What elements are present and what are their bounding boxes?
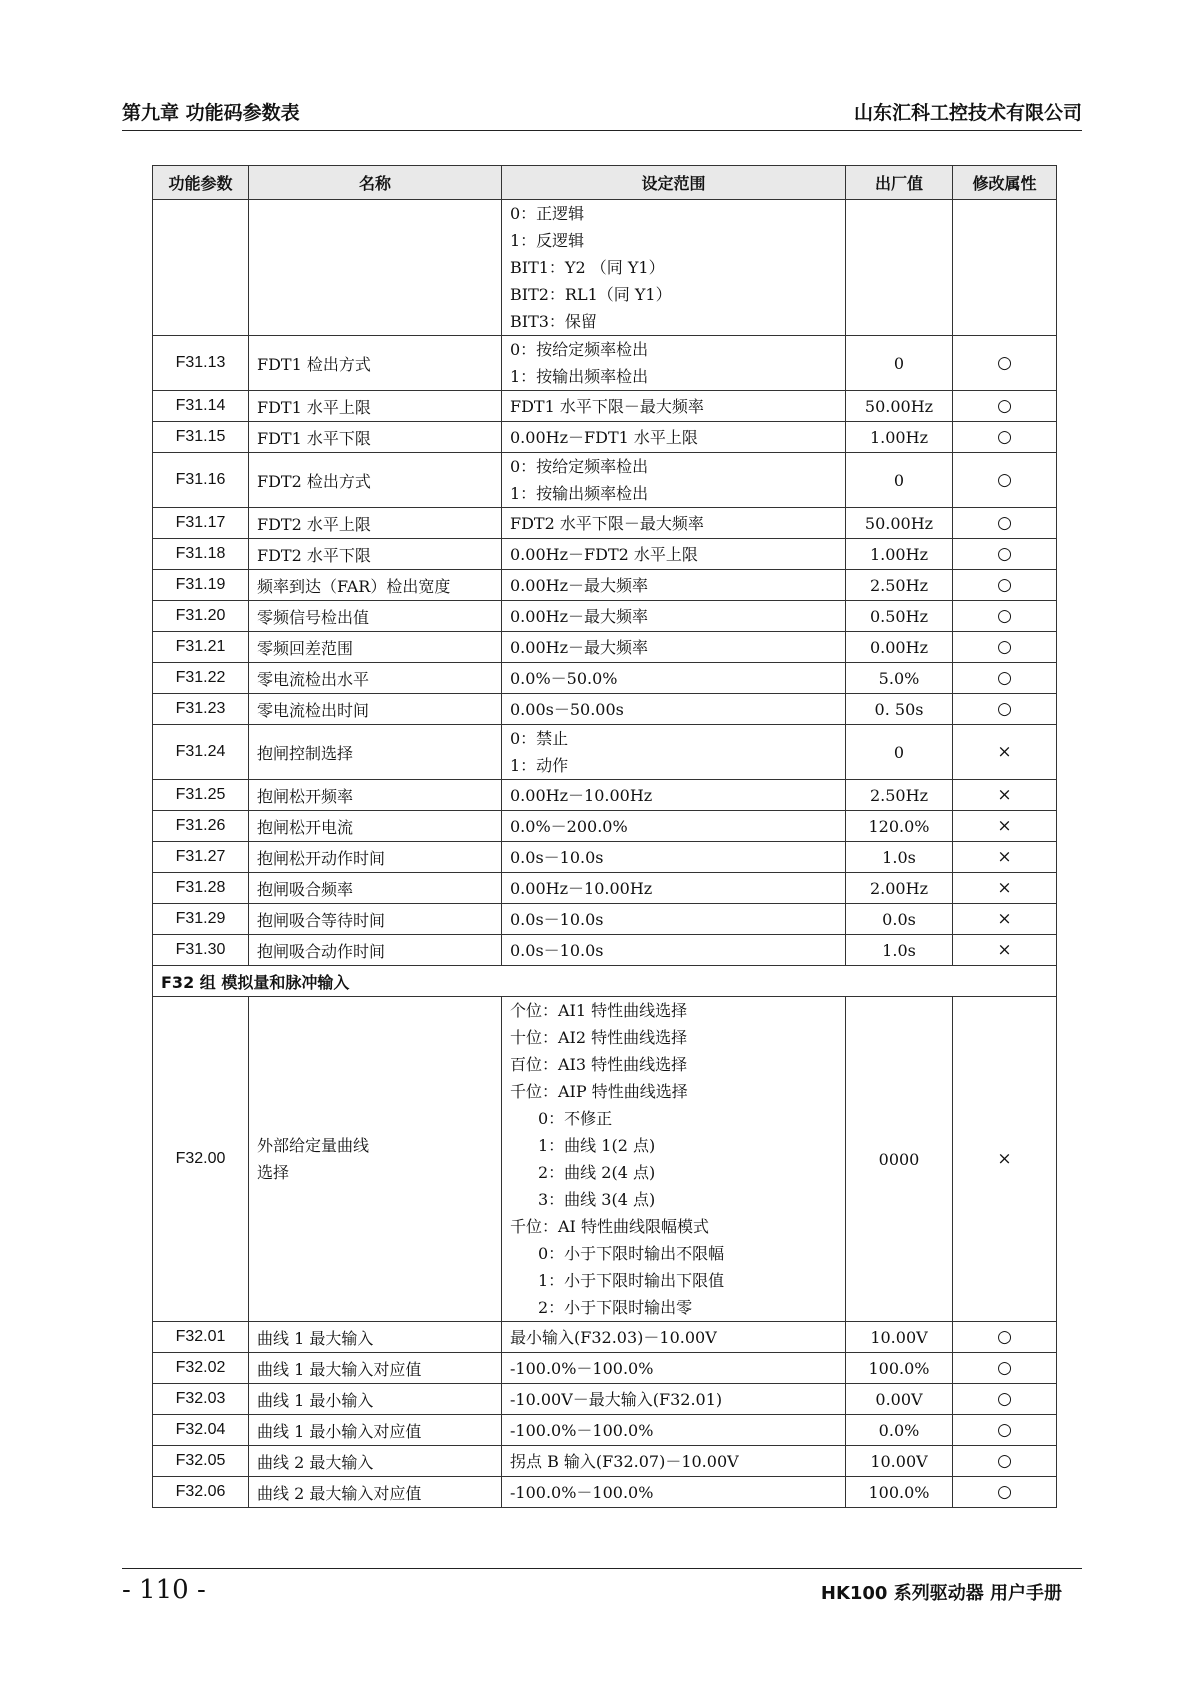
table-row	[153, 1446, 1057, 1477]
range-line: 0.00Hz－10.00Hz	[510, 878, 653, 898]
table-row	[153, 1415, 1057, 1446]
setting-range-cell	[502, 508, 846, 539]
parameter-code-cell: F31.28	[153, 873, 249, 904]
range-line: 0.0s－10.0s	[510, 940, 604, 960]
default-value-cell	[846, 200, 953, 336]
parameter-name-cell	[249, 200, 502, 336]
range-line: 1：曲线 1(2 点)	[538, 1136, 656, 1155]
range-line: 最小输入(F32.03)－10.00V	[510, 1327, 717, 1347]
parameter-name-cell: 曲线 1 最大输入	[249, 1322, 502, 1353]
parameter-code-cell: F31.30	[153, 935, 249, 966]
setting-range-cell	[502, 935, 846, 966]
parameter-code-cell: F31.24	[153, 725, 249, 780]
parameter-name-cell: 曲线 1 最小输入	[249, 1384, 502, 1415]
parameter-code-cell: F31.18	[153, 539, 249, 570]
setting-range-cell	[502, 1322, 846, 1353]
table-row	[153, 422, 1057, 453]
range-line: 1：小于下限时输出下限值	[538, 1271, 725, 1290]
table-row	[153, 935, 1057, 966]
parameter-code-cell: F32.03	[153, 1384, 249, 1415]
range-line: 0.00Hz－最大频率	[510, 575, 649, 595]
range-line: 0：小于下限时输出不限幅	[538, 1244, 725, 1263]
default-value-cell: 0	[846, 725, 953, 780]
parameter-name-cell: FDT2 水平下限	[249, 539, 502, 570]
range-line: 0.00Hz－最大频率	[510, 606, 649, 626]
parameter-name-cell: 零频回差范围	[249, 632, 502, 663]
column-header: 出厂值	[846, 166, 953, 200]
table-row	[153, 1384, 1057, 1415]
modify-attribute-cell: ×	[953, 811, 1057, 842]
parameter-name-cell: 频率到达（FAR）检出宽度	[249, 570, 502, 601]
range-line: FDT1 水平下限－最大频率	[510, 396, 704, 416]
range-line: BIT3：保留	[510, 312, 597, 331]
setting-range-cell	[502, 873, 846, 904]
range-line: 千位：AIP 特性曲线选择	[510, 1082, 688, 1101]
modify-attribute-cell: ×	[953, 904, 1057, 935]
modify-attribute-cell: ○	[953, 508, 1057, 539]
parameter-code-cell: F31.20	[153, 601, 249, 632]
range-line: 0.0%－50.0%	[510, 668, 618, 688]
parameter-table-wrapper	[152, 165, 1056, 1508]
table-row	[153, 780, 1057, 811]
range-line: 0：正逻辑	[510, 204, 585, 223]
table-row	[153, 453, 1057, 508]
table-row	[153, 336, 1057, 391]
parameter-name-cell: FDT1 检出方式	[249, 336, 502, 391]
range-line: 0.00Hz－10.00Hz	[510, 785, 653, 805]
default-value-cell: 5.0%	[846, 663, 953, 694]
page-footer	[122, 1568, 1082, 1619]
range-line: 0.00Hz－FDT2 水平上限	[510, 544, 698, 564]
default-value-cell: 2.50Hz	[846, 780, 953, 811]
range-line: 0：按给定频率检出	[510, 457, 649, 476]
parameter-name-cell: FDT1 水平下限	[249, 422, 502, 453]
table-row	[153, 904, 1057, 935]
range-line: 0：不修正	[538, 1109, 613, 1128]
default-value-cell: 0.50Hz	[846, 601, 953, 632]
modify-attribute-cell: ×	[953, 935, 1057, 966]
parameter-code-cell: F31.23	[153, 694, 249, 725]
range-line: 1：动作	[510, 756, 569, 775]
range-line: 十位：AI2 特性曲线选择	[510, 1028, 688, 1047]
modify-attribute-cell: ○	[953, 336, 1057, 391]
setting-range-cell	[502, 904, 846, 935]
modify-attribute-cell: ×	[953, 997, 1057, 1322]
company-name: 山东汇科工控技术有限公司	[853, 102, 1082, 124]
setting-range-cell	[502, 725, 846, 780]
parameter-code-cell: F32.04	[153, 1415, 249, 1446]
default-value-cell: 100.0%	[846, 1477, 953, 1508]
parameter-code-cell	[153, 200, 249, 336]
default-value-cell: 1.00Hz	[846, 539, 953, 570]
modify-attribute-cell: ○	[953, 1353, 1057, 1384]
parameter-code-cell: F32.01	[153, 1322, 249, 1353]
group-title: F32 组 模拟量和脉冲输入	[153, 966, 1057, 997]
parameter-name-cell: FDT2 检出方式	[249, 453, 502, 508]
parameter-code-cell: F31.16	[153, 453, 249, 508]
default-value-cell: 2.00Hz	[846, 873, 953, 904]
range-line: -100.0%－100.0%	[510, 1420, 654, 1440]
default-value-cell: 50.00Hz	[846, 508, 953, 539]
table-row	[153, 508, 1057, 539]
range-line: 2：曲线 2(4 点)	[538, 1163, 656, 1182]
parameter-name-cell: 曲线 1 最大输入对应值	[249, 1353, 502, 1384]
range-line: 0.00Hz－最大频率	[510, 637, 649, 657]
setting-range-cell	[502, 391, 846, 422]
table-row	[153, 842, 1057, 873]
setting-range-cell	[502, 1353, 846, 1384]
default-value-cell: 1.0s	[846, 935, 953, 966]
default-value-cell: 0. 50s	[846, 694, 953, 725]
parameter-name-cell: 抱闸松开频率	[249, 780, 502, 811]
setting-range-cell	[502, 200, 846, 336]
modify-attribute-cell: ○	[953, 539, 1057, 570]
setting-range-cell	[502, 422, 846, 453]
parameter-code-cell: F31.17	[153, 508, 249, 539]
range-line: 拐点 B 输入(F32.07)－10.00V	[510, 1451, 739, 1471]
group-heading-row	[153, 966, 1057, 997]
range-line: 千位：AI 特性曲线限幅模式	[510, 1217, 709, 1236]
parameter-code-cell: F31.25	[153, 780, 249, 811]
modify-attribute-cell: ○	[953, 1477, 1057, 1508]
range-line: 0.00s－50.00s	[510, 699, 624, 719]
range-line: 3：曲线 3(4 点)	[538, 1190, 656, 1209]
table-row	[153, 200, 1057, 336]
range-line: 0：禁止	[510, 729, 569, 748]
modify-attribute-cell: ×	[953, 725, 1057, 780]
setting-range-cell	[502, 539, 846, 570]
parameter-code-cell: F32.05	[153, 1446, 249, 1477]
setting-range-cell	[502, 1446, 846, 1477]
setting-range-cell	[502, 336, 846, 391]
table-header-row	[153, 166, 1057, 200]
default-value-cell: 0.00Hz	[846, 632, 953, 663]
setting-range-cell	[502, 811, 846, 842]
manual-title: HK100 系列驱动器 用户手册	[820, 1583, 1062, 1604]
default-value-cell: 1.0s	[846, 842, 953, 873]
name-line: 选择	[257, 1163, 290, 1182]
parameter-code-cell: F31.14	[153, 391, 249, 422]
modify-attribute-cell: ○	[953, 1446, 1057, 1477]
range-line: 1：反逻辑	[510, 231, 585, 250]
parameter-code-cell: F31.22	[153, 663, 249, 694]
table-row	[153, 570, 1057, 601]
default-value-cell: 10.00V	[846, 1322, 953, 1353]
range-line: -10.00V－最大输入(F32.01)	[510, 1389, 723, 1409]
table-row	[153, 811, 1057, 842]
table-row	[153, 997, 1057, 1322]
range-line: -100.0%－100.0%	[510, 1482, 654, 1502]
page-number: - 110 -	[122, 1575, 206, 1605]
setting-range-cell	[502, 997, 846, 1322]
column-header: 设定范围	[502, 166, 846, 200]
modify-attribute-cell	[953, 200, 1057, 336]
modify-attribute-cell: ○	[953, 694, 1057, 725]
default-value-cell: 50.00Hz	[846, 391, 953, 422]
setting-range-cell	[502, 694, 846, 725]
parameter-code-cell: F31.13	[153, 336, 249, 391]
default-value-cell: 1.00Hz	[846, 422, 953, 453]
setting-range-cell	[502, 1384, 846, 1415]
setting-range-cell	[502, 780, 846, 811]
range-line: 1：按输出频率检出	[510, 367, 649, 386]
modify-attribute-cell: ○	[953, 1322, 1057, 1353]
setting-range-cell	[502, 453, 846, 508]
range-line: 0.0s－10.0s	[510, 847, 604, 867]
parameter-name-cell	[249, 997, 502, 1322]
parameter-name-cell: FDT2 水平上限	[249, 508, 502, 539]
setting-range-cell	[502, 1415, 846, 1446]
table-row	[153, 601, 1057, 632]
modify-attribute-cell: ○	[953, 391, 1057, 422]
modify-attribute-cell: ○	[953, 663, 1057, 694]
range-line: 0.00Hz－FDT1 水平上限	[510, 427, 698, 447]
parameter-name-cell: 曲线 1 最小输入对应值	[249, 1415, 502, 1446]
parameter-code-cell: F31.21	[153, 632, 249, 663]
range-line: 0.0%－200.0%	[510, 816, 628, 836]
parameter-code-cell: F31.29	[153, 904, 249, 935]
default-value-cell: 0.0%	[846, 1415, 953, 1446]
modify-attribute-cell: ○	[953, 453, 1057, 508]
setting-range-cell	[502, 601, 846, 632]
range-line: 0.0s－10.0s	[510, 909, 604, 929]
modify-attribute-cell: ×	[953, 873, 1057, 904]
setting-range-cell	[502, 842, 846, 873]
parameter-name-cell: 抱闸吸合动作时间	[249, 935, 502, 966]
parameter-code-cell: F31.15	[153, 422, 249, 453]
parameter-name-cell: 曲线 2 最大输入对应值	[249, 1477, 502, 1508]
setting-range-cell	[502, 570, 846, 601]
parameter-table	[152, 165, 1057, 1508]
parameter-name-cell: 零电流检出水平	[249, 663, 502, 694]
parameter-name-cell: 抱闸松开电流	[249, 811, 502, 842]
parameter-code-cell: F32.06	[153, 1477, 249, 1508]
default-value-cell: 0.0s	[846, 904, 953, 935]
table-row	[153, 539, 1057, 570]
range-line: 2：小于下限时输出零	[538, 1298, 693, 1317]
page-header	[122, 96, 1082, 131]
range-line: 0：按给定频率检出	[510, 340, 649, 359]
modify-attribute-cell: ○	[953, 632, 1057, 663]
name-line: 外部给定量曲线	[257, 1136, 370, 1155]
table-row	[153, 1322, 1057, 1353]
modify-attribute-cell: ○	[953, 601, 1057, 632]
range-line: FDT2 水平下限－最大频率	[510, 513, 704, 533]
range-line: 百位：AI3 特性曲线选择	[510, 1055, 688, 1074]
default-value-cell: 120.0%	[846, 811, 953, 842]
parameter-name-cell: 抱闸控制选择	[249, 725, 502, 780]
table-row	[153, 873, 1057, 904]
column-header: 功能参数	[153, 166, 249, 200]
default-value-cell: 0	[846, 336, 953, 391]
modify-attribute-cell: ○	[953, 422, 1057, 453]
parameter-code-cell: F31.27	[153, 842, 249, 873]
parameter-code-cell: F31.26	[153, 811, 249, 842]
table-row	[153, 1353, 1057, 1384]
chapter-title: 第九章 功能码参数表	[122, 102, 300, 124]
parameter-name-cell: 零频信号检出值	[249, 601, 502, 632]
setting-range-cell	[502, 632, 846, 663]
modify-attribute-cell: ○	[953, 1415, 1057, 1446]
range-line: -100.0%－100.0%	[510, 1358, 654, 1378]
column-header: 修改属性	[953, 166, 1057, 200]
default-value-cell: 0	[846, 453, 953, 508]
default-value-cell: 2.50Hz	[846, 570, 953, 601]
column-header: 名称	[249, 166, 502, 200]
parameter-name-cell: 抱闸吸合频率	[249, 873, 502, 904]
table-row	[153, 694, 1057, 725]
table-row	[153, 391, 1057, 422]
range-line: BIT2：RL1（同 Y1）	[510, 285, 672, 304]
default-value-cell: 100.0%	[846, 1353, 953, 1384]
setting-range-cell	[502, 1477, 846, 1508]
table-row	[153, 663, 1057, 694]
parameter-name-cell: 曲线 2 最大输入	[249, 1446, 502, 1477]
table-row	[153, 725, 1057, 780]
modify-attribute-cell: ○	[953, 1384, 1057, 1415]
range-line: BIT1：Y2 （同 Y1）	[510, 258, 665, 277]
range-line: 1：按输出频率检出	[510, 484, 649, 503]
table-row	[153, 632, 1057, 663]
setting-range-cell	[502, 663, 846, 694]
table-row	[153, 1477, 1057, 1508]
default-value-cell: 10.00V	[846, 1446, 953, 1477]
default-value-cell: 0000	[846, 997, 953, 1322]
default-value-cell: 0.00V	[846, 1384, 953, 1415]
modify-attribute-cell: ○	[953, 570, 1057, 601]
modify-attribute-cell: ×	[953, 780, 1057, 811]
parameter-name-cell: FDT1 水平上限	[249, 391, 502, 422]
parameter-name-cell: 零电流检出时间	[249, 694, 502, 725]
parameter-code-cell: F32.02	[153, 1353, 249, 1384]
range-line: 个位：AI1 特性曲线选择	[510, 1001, 688, 1020]
parameter-name-cell: 抱闸吸合等待时间	[249, 904, 502, 935]
parameter-code-cell: F32.00	[153, 997, 249, 1322]
parameter-code-cell: F31.19	[153, 570, 249, 601]
parameter-name-cell: 抱闸松开动作时间	[249, 842, 502, 873]
modify-attribute-cell: ×	[953, 842, 1057, 873]
